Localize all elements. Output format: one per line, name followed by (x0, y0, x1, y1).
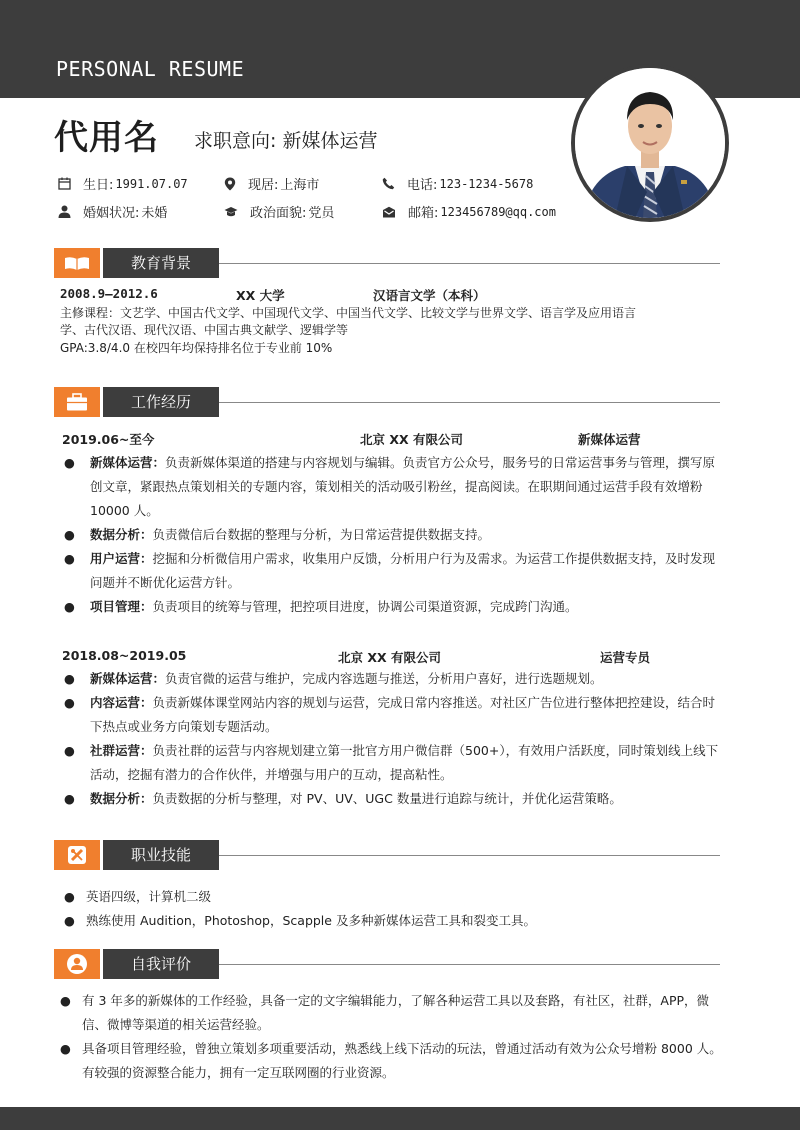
footer-bar (0, 1107, 800, 1130)
birth-value: 1991.07.07 (115, 176, 188, 191)
self-eval-item-2: ● 具备项目管理经验，曾独立策划多项重要活动，熟悉线上线下活动的玩法，曾通过活动有效为公众号增粉 8000 人。有较强的资源整合能力，拥有一定互联网圈的行业资源。 (60, 1041, 722, 1080)
email-value: 123456789@qq.com (440, 204, 556, 219)
birth-info (58, 174, 188, 193)
self-eval-section-header (54, 949, 720, 979)
skill-item-1: ● 英语四级，计算机二级 (64, 889, 212, 904)
tools-icon (66, 844, 88, 866)
education-school: XX 大学 (236, 288, 285, 303)
job-intention-label: 求职意向: (194, 130, 277, 152)
book-icon (64, 255, 90, 271)
job2-item-1: ● 新媒体运营：负责官微的运营与维护，完成内容选题与推送，分析用户喜好，进行选题规划。 (64, 671, 603, 686)
calendar-icon (58, 177, 71, 190)
work-section-header (54, 387, 720, 417)
self-eval-item-1: ● 有 3 年多的新媒体的工作经验，具备一定的文字编辑能力，了解各种运营工具以及套路，有社区，社群，APP，微信、微博等渠道的相关运营经验。 (60, 993, 710, 1032)
education-section-title: 教育背景 (103, 248, 219, 278)
residence-value: 上海市 (280, 178, 320, 193)
education-courses-line2: 学、古代汉语、现代汉语、中国古典文献学、逻辑学等 (60, 323, 349, 337)
location-pin-icon (224, 177, 236, 191)
job1-item-2: ● 数据分析：负责微信后台数据的整理与分析，为日常运营提供数据支持。 (64, 527, 491, 542)
person-icon (58, 205, 71, 218)
phone-info (382, 174, 533, 193)
political-info (224, 202, 334, 221)
job1-company: 北京 XX 有限公司 (360, 432, 463, 447)
political-value: 党员 (308, 206, 335, 221)
birth-label: 生日: (83, 178, 114, 193)
phone-value: 123-1234-5678 (439, 176, 534, 191)
job1-item-3: ● 用户运营：挖掘和分析微信用户需求，收集用户反馈，分析用户行为及需求。为运营工作提供数据支持，及时发现问题并不断优化运营方针。 (64, 551, 716, 590)
resume-title: PERSONAL RESUME (56, 57, 245, 81)
job2-position: 运营专员 (600, 650, 651, 665)
briefcase-icon (66, 393, 88, 411)
job2-item-2: ● 内容运营：负责新媒体课堂网站内容的规划与运营，完成日常内容推送。对社区广告位进行整体把控建设，结合时下热点或业务方向策划专题活动。 (64, 695, 716, 734)
skills-section-title: 职业技能 (103, 840, 219, 870)
job1-item-4: ● 项目管理：负责项目的统筹与管理，把控项目进度，协调公司渠道资源，完成跨门沟通。 (64, 599, 578, 614)
job2-company: 北京 XX 有限公司 (338, 650, 441, 665)
education-gpa: GPA:3.8/4.0 在校四年均保持排名位于专业前 10% (60, 341, 333, 355)
education-courses-line1: 主修课程：文艺学、中国古代文学、中国现代文学、中国当代文学、比较文学与世界文学、语言学及应用语言 (60, 306, 637, 320)
job1-item-1: ● 新媒体运营：负责新媒体渠道的搭建与内容规划与编辑。负责官方公众号，服务号的日常运营事务与管理，撰写原创文章，紧跟热点策划相关的专题内容，策划相关的活动吸引粉丝，提高阅读。在职期间通过运营手段有效增粉 10000 人。 (64, 455, 716, 518)
user-badge-icon (66, 953, 88, 975)
marital-info (58, 202, 167, 221)
job1-period: 2019.06~至今 (62, 432, 155, 447)
job1-position: 新媒体运营 (578, 432, 641, 447)
work-section-title: 工作经历 (103, 387, 219, 417)
political-label: 政治面貌: (250, 206, 307, 221)
job2-item-3: ● 社群运营：负责社群的运营与内容规划建立第一批官方用户微信群（500+），有效用户活跃度，同时策划线上线下活动，挖掘有潜力的合作伙伴，并增强与用户的互动，提高粘性。 (64, 743, 719, 782)
marital-label: 婚姻状况: (83, 206, 140, 221)
job2-period: 2018.08~2019.05 (62, 648, 187, 663)
profile-photo (571, 64, 729, 222)
job-intention-value: 新媒体运营 (282, 130, 378, 152)
email-label: 邮箱: (408, 206, 439, 221)
residence-label: 现居: (248, 178, 279, 193)
candidate-name: 代用名 (54, 118, 159, 158)
phone-label: 电话: (407, 178, 438, 193)
self-eval-section-title: 自我评价 (103, 949, 219, 979)
mail-icon (382, 206, 396, 218)
education-period: 2008.9—2012.6 (60, 286, 158, 301)
job2-item-4: ● 数据分析：负责数据的分析与整理，对 PV、UV、UGC 数量进行追踪与统计，并优化运营策略。 (64, 791, 622, 806)
marital-value: 未婚 (141, 206, 168, 221)
email-info (382, 202, 556, 221)
residence-info (224, 174, 319, 193)
graduation-cap-icon (224, 206, 238, 218)
education-major: 汉语言文学（本科） (373, 288, 486, 303)
skills-section-header (54, 840, 720, 870)
phone-icon (382, 177, 395, 190)
skill-item-2: ● 熟练使用 Audition，Photoshop，Scapple 及多种新媒体运营工具和裂变工具。 (64, 913, 536, 928)
job-intention (194, 126, 377, 153)
education-section-header (54, 248, 720, 278)
